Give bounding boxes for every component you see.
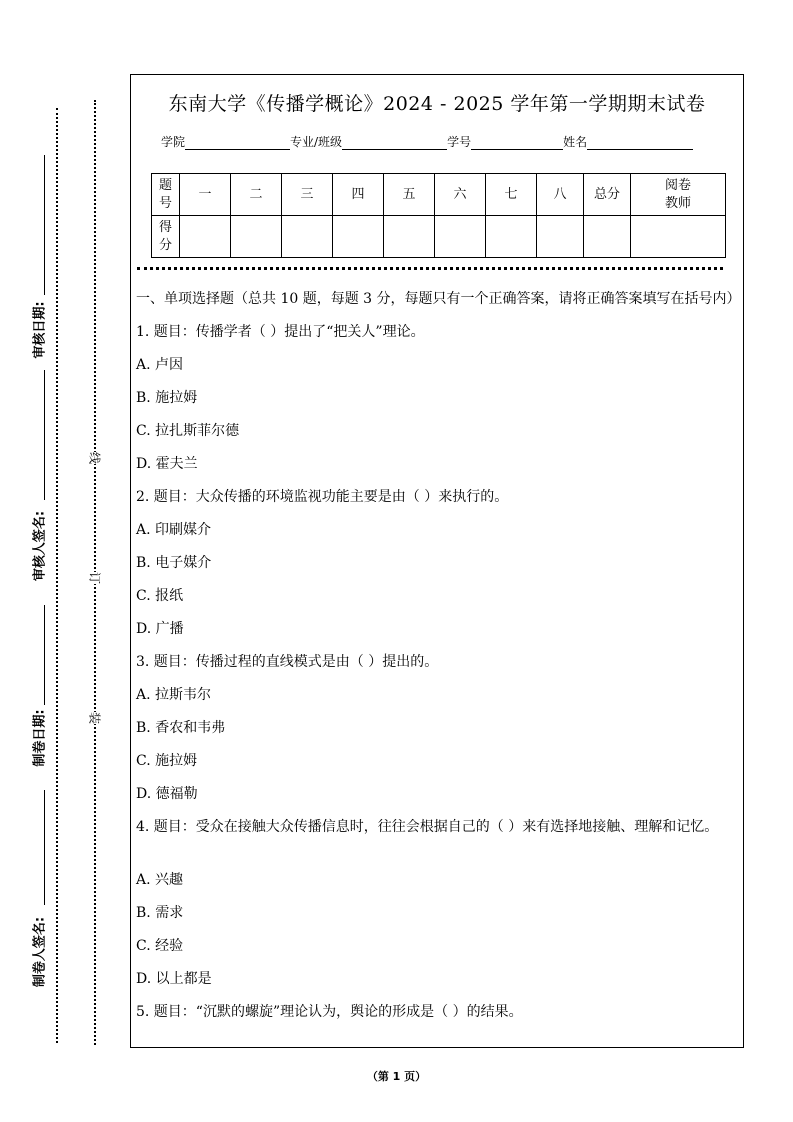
question-1-option-c: C. 拉扎斯菲尔德: [136, 423, 240, 439]
score-col-6: 六: [435, 174, 486, 216]
review-date-text: 审核日期:: [32, 301, 48, 359]
score-cell-8[interactable]: [537, 216, 584, 258]
score-col-2: 二: [231, 174, 282, 216]
question-4-option-c: C. 经验: [136, 938, 184, 954]
score-cell-7[interactable]: [486, 216, 537, 258]
question-2-option-b: B. 电子媒介: [136, 555, 212, 571]
question-2-option-a: A. 印刷媒介: [136, 522, 212, 538]
score-col-1: 一: [180, 174, 231, 216]
score-col-7: 七: [486, 174, 537, 216]
score-col-3: 三: [282, 174, 333, 216]
question-4-stem: 4. 题目：受众在接触大众传播信息时，往往会根据自己的（ ）来有选择地接触、理解和记忆。: [136, 819, 719, 835]
score-col-8: 八: [537, 174, 584, 216]
score-col-total: 总分: [584, 174, 631, 216]
left-dotted-rule: [56, 108, 58, 1043]
exam-frame: [130, 74, 744, 1048]
question-2-option-d: D. 广播: [136, 621, 184, 637]
score-cell-total[interactable]: [584, 216, 631, 258]
name-field[interactable]: [587, 136, 693, 150]
score-row-head-number: 题号: [152, 174, 180, 216]
question-4-option-a: A. 兴趣: [136, 872, 184, 888]
question-5-stem: 5. 题目：“沉默的螺旋”理论认为，舆论的形成是（ ）的结果。: [136, 1004, 523, 1020]
paper-maker-signature-line: [44, 790, 45, 905]
reviewer-signature-text: 审核人签名:: [32, 510, 48, 582]
student-id-label: 学号: [447, 135, 472, 149]
question-2-stem: 2. 题目：大众传播的环境监视功能主要是由（ ）来执行的。: [136, 489, 509, 505]
section-heading: 一、单项选择题（总共 10 题，每题 3 分，每题只有一个正确答案，请将正确答案填写在括号内）: [136, 291, 741, 307]
question-3-option-a: A. 拉斯韦尔: [136, 687, 212, 703]
score-cell-2[interactable]: [231, 216, 282, 258]
paper-date-text: 制卷日期:: [32, 709, 48, 767]
student-info-row: [161, 133, 693, 150]
college-field[interactable]: [185, 136, 290, 150]
score-col-5: 五: [384, 174, 435, 216]
score-table: [151, 173, 726, 258]
score-row-head-score: 得分: [152, 216, 180, 258]
question-content: [136, 289, 741, 1035]
review-date-line: [44, 155, 45, 295]
dotted-separator: [137, 267, 723, 270]
name-label: 姓名: [563, 135, 588, 149]
college-label: 学院: [161, 135, 186, 149]
score-cell-6[interactable]: [435, 216, 486, 258]
score-col-4: 四: [333, 174, 384, 216]
question-1-option-d: D. 霍夫兰: [136, 456, 198, 472]
question-3-option-b: B. 香农和韦弗: [136, 720, 226, 736]
question-4-option-b: B. 需求: [136, 905, 184, 921]
exam-title: 东南大学《传播学概论》2024 - 2025 学年第一学期期末试卷: [168, 93, 706, 115]
question-2-option-c: C. 报纸: [136, 588, 184, 604]
question-3-option-c: C. 施拉姆: [136, 753, 198, 769]
page-number: （第 1 页）: [366, 1070, 427, 1083]
score-cell-3[interactable]: [282, 216, 333, 258]
question-1-option-b: B. 施拉姆: [136, 390, 198, 406]
question-4-option-d: D. 以上都是: [136, 971, 212, 987]
score-cell-1[interactable]: [180, 216, 231, 258]
score-col-grader: 阅卷教师: [631, 174, 726, 216]
score-cell-5[interactable]: [384, 216, 435, 258]
question-1-option-a: A. 卢因: [136, 357, 184, 373]
score-cell-grader[interactable]: [631, 216, 726, 258]
paper-maker-signature-text: 制卷人签名:: [32, 916, 48, 988]
major-class-field[interactable]: [342, 136, 447, 150]
major-class-label: 专业/班级: [290, 135, 343, 149]
reviewer-signature-line: [44, 370, 45, 500]
score-cell-4[interactable]: [333, 216, 384, 258]
paper-date-line: [44, 605, 45, 705]
question-1-stem: 1. 题目：传播学者（ ）提出了“把关人”理论。: [136, 324, 425, 340]
question-3-option-d: D. 德福勒: [136, 786, 198, 802]
student-id-field[interactable]: [471, 136, 563, 150]
question-3-stem: 3. 题目：传播过程的直线模式是由（ ）提出的。: [136, 654, 439, 670]
